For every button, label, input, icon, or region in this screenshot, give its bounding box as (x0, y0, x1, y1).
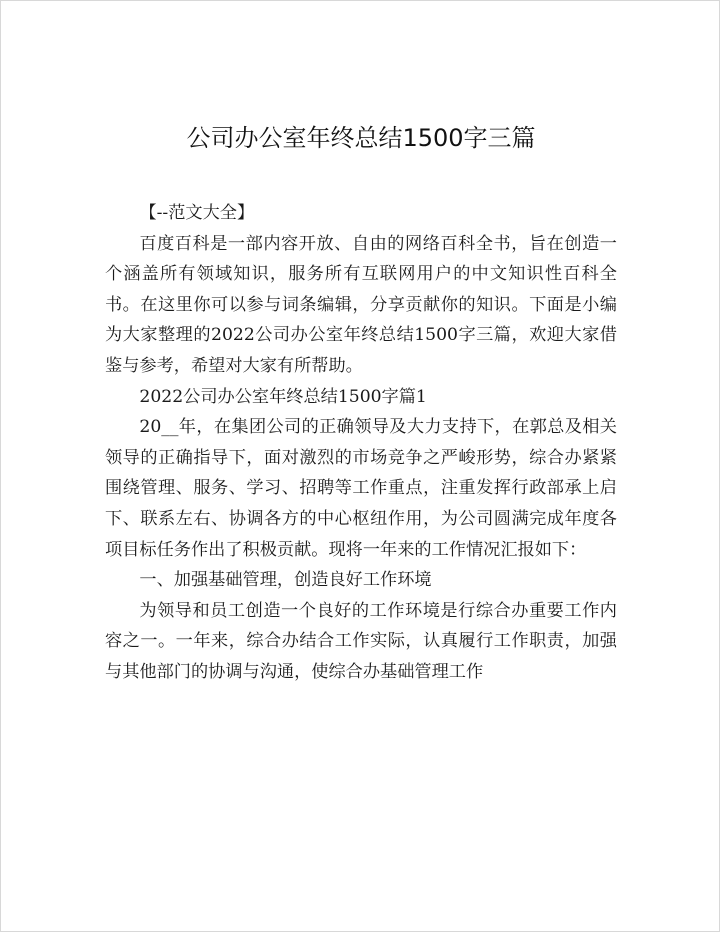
body-paragraph-1: 20__年，在集团公司的正确领导及大力支持下，在郭总及相关领导的正确指导下，面对激烈的市场竞争之严峻形势，综合办紧紧围绕管理、服务、学习、招聘等工作重点，注重发挥行政部承上启下、联系左右、协调各方的中心枢纽作用，为公司圆满完成年度各项目标任务作出了积极贡献。现将一年来的工作情况汇报如下： (105, 417, 617, 560)
intro-paragraph: 百度百科是一部内容开放、自由的网络百科全书，旨在创造一个涵盖所有领域知识，服务所有互联网用户的中文知识性百科全书。在这里你可以参与词条编辑，分享贡献你的知识。下面是小编为大家整理的2022公司办公室年终总结1500字三篇，欢迎大家借鉴与参考，希望对大家有所帮助。 (105, 233, 617, 376)
section-heading-1: 2022公司办公室年终总结1500字篇1 (139, 386, 427, 407)
category-tag: 【--范文大全】 (139, 203, 255, 223)
document-body (105, 198, 617, 688)
document-title: 公司办公室年终总结1500字三篇 (186, 124, 536, 152)
subheading-1: 一、加强基础管理，创造良好工作环境 (139, 570, 432, 591)
body-paragraph-2: 为领导和员工创造一个良好的工作环境是行综合办重要工作内容之一。一年来，综合办结合工作实际，认真履行工作职责，加强与其他部门的协调与沟通，使综合办基础管理工作 (105, 600, 617, 682)
